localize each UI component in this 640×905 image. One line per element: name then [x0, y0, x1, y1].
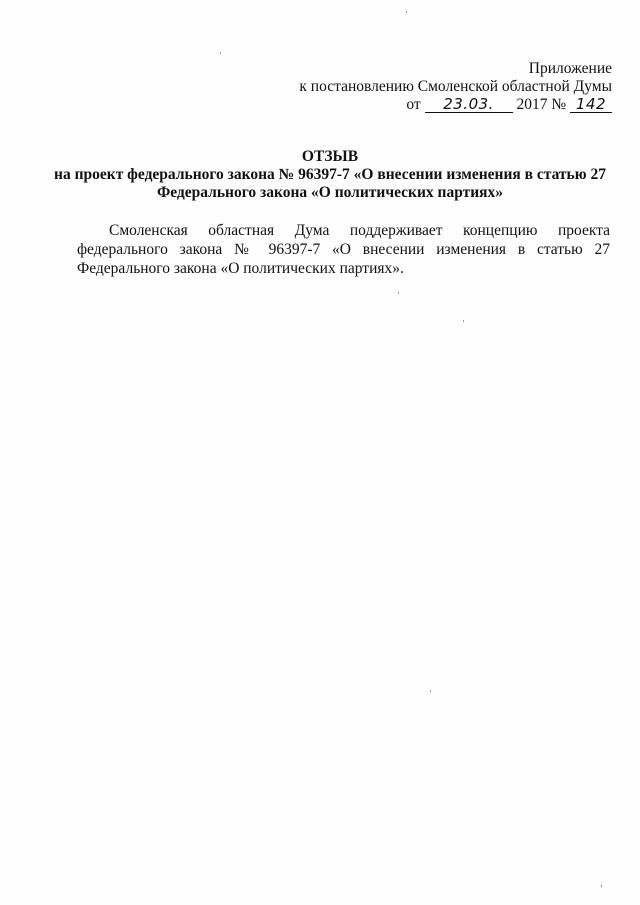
scan-speck: [601, 885, 602, 887]
from-label: от: [406, 96, 421, 113]
attachment-label: Приложение: [528, 60, 612, 77]
scan-speck: [220, 52, 221, 54]
scan-speck: [406, 11, 407, 13]
scan-speck: [430, 690, 431, 692]
body-paragraph: Смоленская областная Дума поддерживает концепцию проекта федерального закона № 96397-7 «О внесении изменения в статью 27 Федерального закона «О политических партиях».: [77, 222, 610, 277]
title-line-2: Федерального закона «О политических партиях»: [156, 184, 504, 201]
title-line-1: на проект федерального закона № 96397-7 «О внесении изменения в статью 27: [54, 166, 606, 183]
scan-speck: [398, 292, 399, 294]
title-heading: ОТЗЫВ: [301, 148, 359, 165]
attachment-header: [299, 60, 612, 114]
year-number-label: 2017 №: [516, 96, 567, 113]
resolution-reference: к постановлению Смоленской областной Думы: [299, 78, 612, 95]
handwritten-number: 142: [570, 97, 612, 113]
handwritten-date: 23.03.: [425, 97, 513, 113]
document-title: [40, 148, 620, 202]
date-number-line: [299, 96, 612, 114]
scan-speck: [463, 320, 464, 322]
